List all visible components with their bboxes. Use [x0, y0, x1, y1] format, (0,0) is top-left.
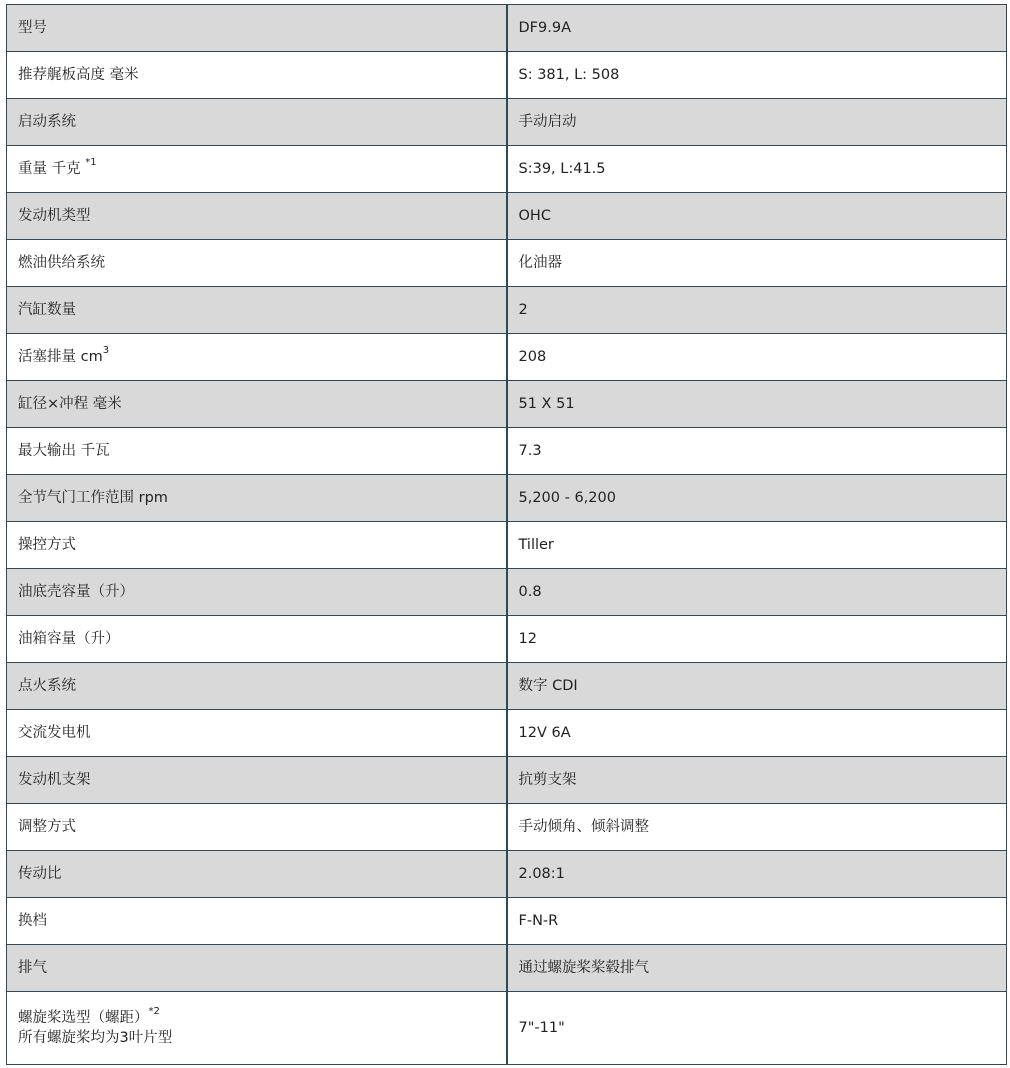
- spec-label: 排气: [7, 945, 507, 992]
- table-row: [7, 5, 1007, 52]
- spec-label: 汽缸数量: [7, 287, 507, 334]
- spec-value: S:39, L:41.5: [507, 146, 1007, 193]
- table-row: [7, 287, 1007, 334]
- spec-value: 208: [507, 334, 1007, 381]
- spec-label: 调整方式: [7, 804, 507, 851]
- spec-value: 7"-11": [507, 992, 1007, 1065]
- spec-value: 0.8: [507, 569, 1007, 616]
- spec-label: 活塞排量 $cm^3$: [7, 334, 507, 381]
- footnote-marker: *2: [148, 1006, 160, 1018]
- table-row: [7, 898, 1007, 945]
- spec-label: 发动机支架: [7, 757, 507, 804]
- spec-value: F-N-R: [507, 898, 1007, 945]
- spec-table: [6, 4, 1007, 1065]
- spec-value: 手动倾角、倾斜调整: [507, 804, 1007, 851]
- table-row: [7, 428, 1007, 475]
- spec-value: OHC: [507, 193, 1007, 240]
- spec-value: 2: [507, 287, 1007, 334]
- table-row: [7, 240, 1007, 287]
- footnote-marker: *1: [85, 157, 97, 169]
- table-row: [7, 757, 1007, 804]
- spec-label: 推荐艉板高度 毫米: [7, 52, 507, 99]
- table-row: [7, 992, 1007, 1065]
- spec-value: DF9.9A: [507, 5, 1007, 52]
- spec-label: 启动系统: [7, 99, 507, 146]
- table-row: [7, 334, 1007, 381]
- table-row: [7, 193, 1007, 240]
- spec-value: 数字 CDI: [507, 663, 1007, 710]
- spec-value: 51 X 51: [507, 381, 1007, 428]
- table-row: [7, 475, 1007, 522]
- table-row: [7, 804, 1007, 851]
- table-row: [7, 945, 1007, 992]
- spec-label: 传动比: [7, 851, 507, 898]
- table-row: [7, 381, 1007, 428]
- spec-label-note: 所有螺旋桨均为3叶片型: [18, 1030, 173, 1046]
- table-row: [7, 52, 1007, 99]
- spec-value: 通过螺旋桨桨毂排气: [507, 945, 1007, 992]
- superscript-3: 3: [102, 345, 110, 357]
- spec-value: 手动启动: [507, 99, 1007, 146]
- spec-label: 操控方式: [7, 522, 507, 569]
- spec-label: 型号: [7, 5, 507, 52]
- table-row: [7, 99, 1007, 146]
- spec-label: 缸径×冲程 毫米: [7, 381, 507, 428]
- spec-value: S: 381, L: 508: [507, 52, 1007, 99]
- spec-label-line: 螺旋桨选型（螺距）$^{*2}$: [18, 1006, 160, 1026]
- spec-label: 燃油供给系统: [7, 240, 507, 287]
- table-row: [7, 710, 1007, 757]
- spec-value: 2.08:1: [507, 851, 1007, 898]
- table-row: [7, 851, 1007, 898]
- spec-label: 点火系统: [7, 663, 507, 710]
- spec-label: 油底壳容量（升）: [7, 569, 507, 616]
- table-row: [7, 663, 1007, 710]
- spec-label: 全节气门工作范围 rpm: [7, 475, 507, 522]
- spec-value: 化油器: [507, 240, 1007, 287]
- table-row: [7, 522, 1007, 569]
- spec-label: 最大输出 千瓦: [7, 428, 507, 475]
- table-row: [7, 146, 1007, 193]
- table-row: [7, 569, 1007, 616]
- spec-value: 12: [507, 616, 1007, 663]
- spec-value: 5,200 - 6,200: [507, 475, 1007, 522]
- spec-value: 抗剪支架: [507, 757, 1007, 804]
- spec-label: 发动机类型: [7, 193, 507, 240]
- spec-label: [7, 992, 507, 1065]
- spec-label: 油箱容量（升）: [7, 616, 507, 663]
- spec-label: 重量 千克 $^{*1}$: [7, 146, 507, 193]
- spec-label: 交流发电机: [7, 710, 507, 757]
- table-row: [7, 616, 1007, 663]
- spec-value: 7.3: [507, 428, 1007, 475]
- spec-value: 12V 6A: [507, 710, 1007, 757]
- spec-value: Tiller: [507, 522, 1007, 569]
- spec-label: 换档: [7, 898, 507, 945]
